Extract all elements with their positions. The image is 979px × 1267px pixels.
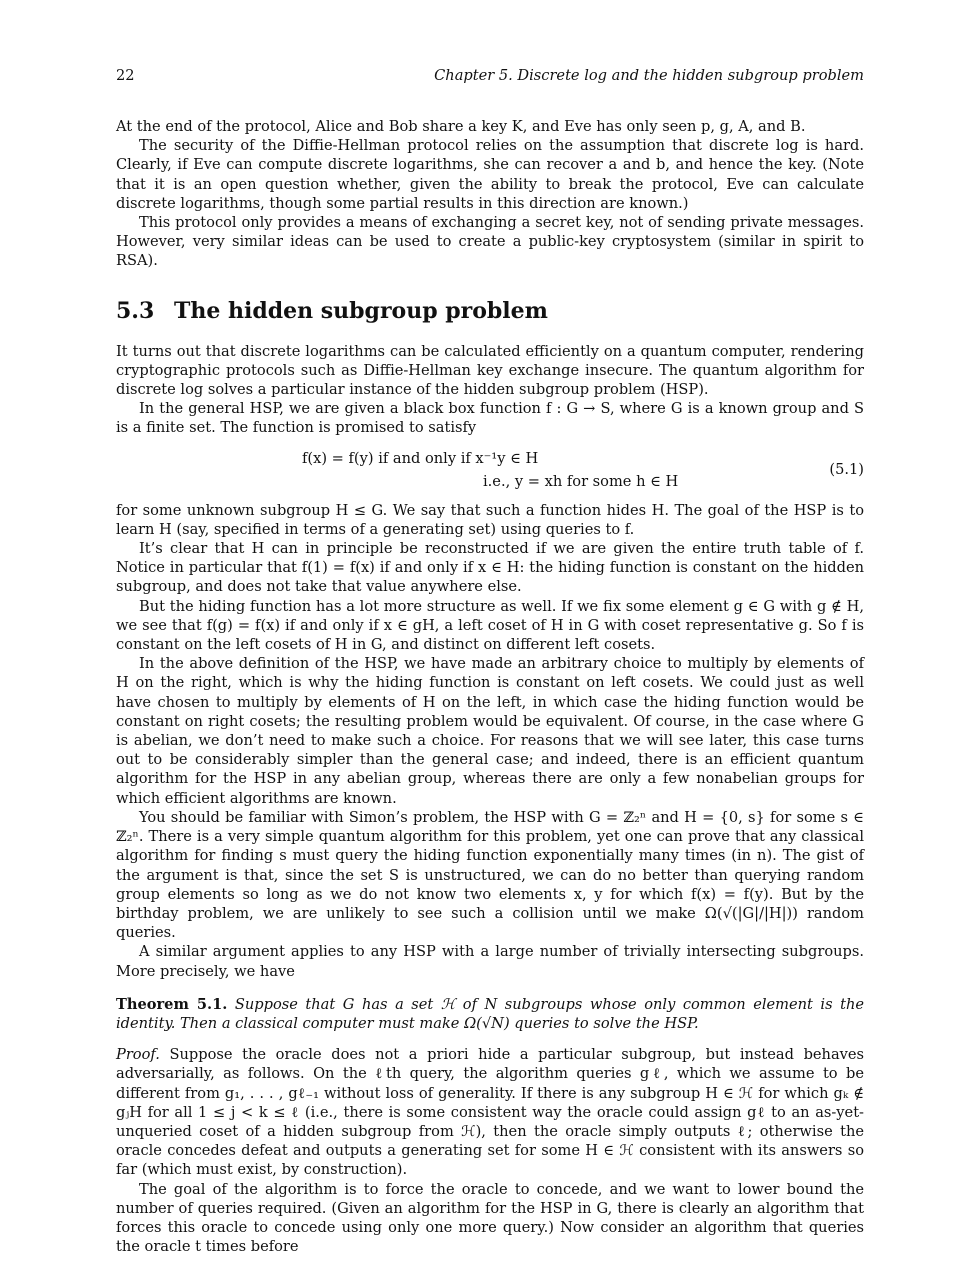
section-title: The hidden subgroup problem xyxy=(174,297,548,324)
paragraph: This protocol only provides a means of exchanging a secret key, not of sending private messages. However, very similar ideas can be used to create a public-key cryptosystem (similar in spirit to RSA). xyxy=(116,214,864,270)
section-heading xyxy=(116,297,864,325)
running-title: Chapter 5. Discrete log and the hidden subgroup problem xyxy=(434,67,864,84)
theorem-statement: Suppose that G has a set ℋ of N subgroups whose only common element is the identity. Then a classical computer must make Ω(√N) queries to solve the HSP. xyxy=(116,995,864,1032)
page-header xyxy=(116,66,864,86)
section-number: 5.3 xyxy=(116,297,155,324)
paragraph: The goal of the algorithm is to force the oracle to concede, and we want to lower bound the number of queries required. (Given an algorithm for the HSP in G, there is clearly an algorithm that forces this oracle to concede using only one more query.) Now consider an algorithm that queries the oracle t times before xyxy=(116,1180,864,1256)
paragraph: But the hiding function has a lot more structure as well. If we fix some element g ∈ G with g ∉ H, we see that f(g) = f(x) if and only if x ∈ gH, a left coset of H in G with coset representative g. So f is constant on the left cosets of H in G, and distinct on different left cosets. xyxy=(116,597,864,654)
paragraph: You should be familiar with Simon’s problem, the HSP with G = ℤ₂ⁿ and H = {0, s} for some s ∈ ℤ₂ⁿ. There is a very simple quantum algorithm for this problem, yet one can prove that any classical algorithm for finding s must query the hiding function exponentially many times (in n). The gist of the argument is that, since the set S is unstructured, we can do no better than querying random group elements so long as we do not know two elements x, y for which f(x) = f(y). But by the birthday problem, we are unlikely to see such a collision until we make Ω(√(|G|/|H|)) random queries. xyxy=(116,808,864,942)
paragraph: At the end of the protocol, Alice and Bob share a key K, and Eve has only seen p, g, A, and B. xyxy=(116,118,806,135)
proof-text: Suppose the oracle does not a priori hide a particular subgroup, but instead behaves adversarially, as follows. On the ℓth query, the algorithm queries gℓ, which we assume to be different from g₁, . . . , gℓ₋₁ without loss of generality. If there is any subgroup H ∈ ℋ for which gₖ ∉ gⱼH for all 1 ≤ j < k ≤ ℓ (i.e., there is some consistent way the oracle could assign gℓ to an as-yet-unqueried coset of a hidden subgroup from ℋ), then the oracle simply outputs ℓ; otherwise the oracle concedes defeat and outputs a generating set for some H ∈ ℋ consistent with its answers so far (which must exist, by construction). xyxy=(116,1046,865,1179)
equation-number: (5.1) xyxy=(829,460,864,478)
paragraph: The security of the Diffie-Hellman protocol relies on the assumption that discrete log is hard. Clearly, if Eve can compute discrete logarithms, she can recover a and b, and hence the key. (Note that it is an open question whether, given the ability to break the protocol, Eve can calculate discrete logarithms, though some partial results in this direction are known.) xyxy=(116,137,864,212)
page-body xyxy=(116,117,864,1256)
page-number: 22 xyxy=(116,67,135,84)
paragraph: for some unknown subgroup H ≤ G. We say that such a function hides H. The goal of the HSP is to learn H (say, specified in terms of a generating set) using queries to f. xyxy=(116,501,864,538)
paragraph: It turns out that discrete logarithms can be calculated efficiently on a quantum computer, rendering cryptographic protocols such as Diffie-Hellman key exchange insecure. The quantum algorithm for discrete log solves a particular instance of the hidden subgroup problem (HSP). xyxy=(116,342,864,399)
paragraph: In the general HSP, we are given a black box function f : G → S, where G is a known group and S is a finite set. The function is promised to satisfy xyxy=(116,400,864,437)
equation-line: i.e., y = xh for some h ∈ H xyxy=(483,472,679,490)
equation-5-1 xyxy=(116,445,864,495)
paragraph: A similar argument applies to any HSP with a large number of trivially intersecting subgroups. More precisely, we have xyxy=(116,943,864,980)
theorem xyxy=(116,995,864,1033)
equation-line: f(x) = f(y) if and only if x⁻¹y ∈ H xyxy=(302,449,539,467)
paragraph: It’s clear that H can in principle be reconstructed if we are given the entire truth table of f. Notice in particular that f(1) = f(x) if and only if x ∈ H: the hiding function is constant on the hidden subgroup, and does not take that value anywhere else. xyxy=(116,540,864,596)
proof-label: Proof. xyxy=(116,1046,160,1064)
paragraph: In the above definition of the HSP, we have made an arbitrary choice to multiply by elements of H on the right, which is why the hiding function is constant on left cosets. We could just as well have chosen to multiply by elements of H on the left, in which case the hiding function would be constant on right cosets; the resulting problem would be equivalent. Of course, in the case where G is abelian, we don’t need to make such a choice. For reasons that we will see later, this case turns out to be considerably simpler than the general case; and indeed, there is an efficient quantum algorithm for the HSP in any abelian group, whereas there are only a few nonabelian groups for which efficient algorithms are known. xyxy=(116,655,864,807)
theorem-label: Theorem 5.1. xyxy=(116,995,228,1013)
proof xyxy=(116,1045,864,1179)
